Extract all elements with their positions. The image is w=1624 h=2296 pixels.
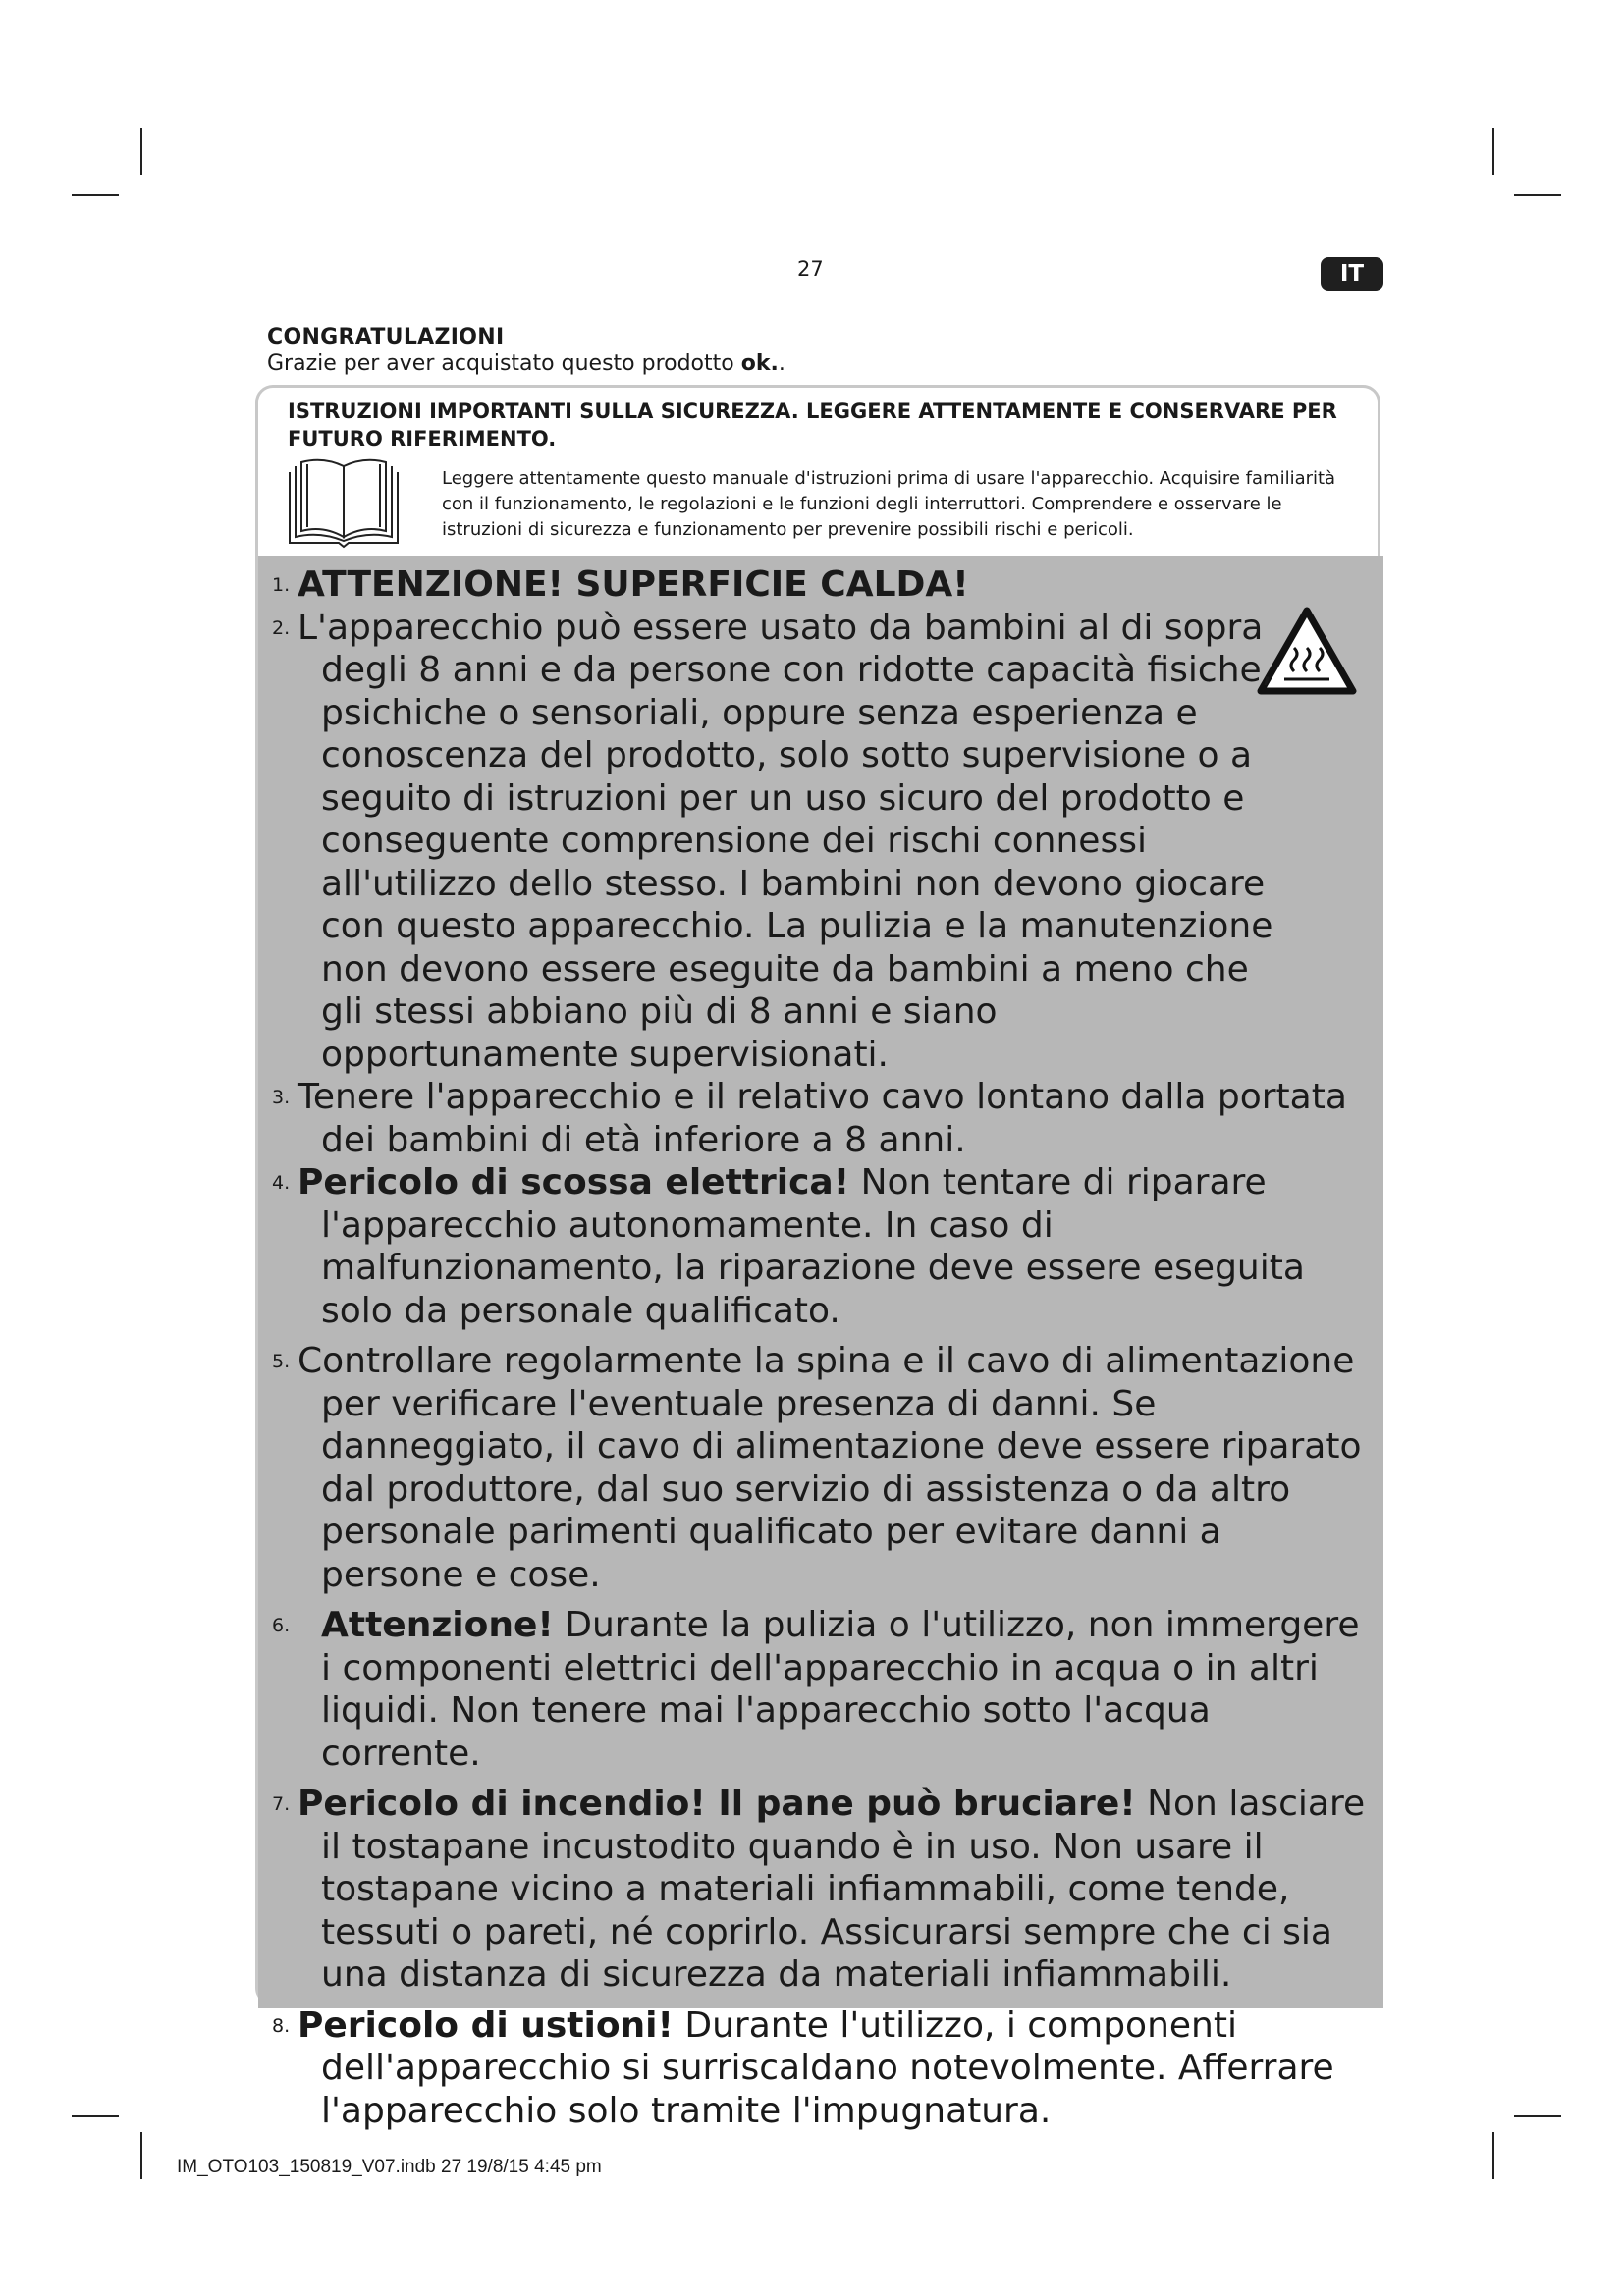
list-item xyxy=(264,563,1374,607)
congrats-text xyxy=(267,351,785,376)
warnings-panel xyxy=(258,556,1383,2131)
crop-mark xyxy=(140,128,142,175)
crop-mark xyxy=(72,2115,119,2117)
item-number: 1. xyxy=(272,574,291,596)
item-bold-text: ATTENZIONE! SUPERFICIE CALDA! xyxy=(298,564,969,605)
item-number: 8. xyxy=(272,2014,291,2037)
list-item xyxy=(264,1076,1374,1161)
open-book-icon xyxy=(286,458,402,549)
crop-mark xyxy=(1514,2115,1561,2117)
congrats-text-prefix: Grazie per aver acquistato questo prodotto xyxy=(267,351,741,376)
item-text: Non tentare di riparare l'apparecchio autonomamente. In caso di malfunzionamento, la riparazione deve essere eseguita solo da personale qualificato. xyxy=(321,1162,1305,1331)
item-number: 3. xyxy=(272,1087,291,1108)
item-bold-text: Pericolo di ustioni! xyxy=(298,2004,674,2046)
safety-intro: Leggere attentamente questo manuale d'istruzioni prima di usare l'apparecchio. Acquisire familiarità con il funzionamento, le regolazioni e le funzioni degli interruttori. Comprendere e osservare le istruzioni di sicurezza e funzionamento per prevenire possibili rischi e pericoli. xyxy=(442,468,1336,540)
list-item xyxy=(264,1783,1374,1997)
item-text: Non lasciare il tostapane incustodito quando è in uso. Non usare il tostapane vicino a materiali infiammabili, come tende, tessuti o pareti, né coprirlo. Assicurarsi sempre che ci sia una distanza di sicurezza da materiali infiammabili. xyxy=(321,1784,1366,1995)
congrats-text-suffix: . xyxy=(778,351,785,376)
item-bold-text: Pericolo di incendio! Il pane può bruciare! xyxy=(298,1784,1136,1824)
crop-mark xyxy=(1514,194,1561,196)
list-item xyxy=(264,1340,1374,1596)
list-item xyxy=(264,1161,1374,1332)
item-text: Durante l'utilizzo, i componenti dell'apparecchio si surriscaldano notevolmente. Afferrare l'apparecchio solo tramite l'impugnatura. xyxy=(321,2004,1334,2131)
item-number: 5. xyxy=(272,1351,291,1372)
safety-title: ISTRUZIONI IMPORTANTI SULLA SICUREZZA. LEGGERE ATTENTAMENTE E CONSERVARE PER FUTURO RIFERIMENTO. xyxy=(288,400,1337,451)
item-text: Tenere l'apparecchio e il relativo cavo lontano dalla portata dei bambini di età inferiore a 8 anni. xyxy=(298,1077,1347,1160)
item-number: 2. xyxy=(272,616,291,639)
item-bold-text: Pericolo di scossa elettrica! xyxy=(298,1162,850,1202)
list-item xyxy=(264,1604,1374,1775)
warnings-list xyxy=(264,563,1374,2132)
item-number: 4. xyxy=(272,1172,291,1194)
crop-mark xyxy=(140,2132,142,2179)
list-item xyxy=(264,607,1374,1077)
crop-mark xyxy=(72,194,119,196)
item-text: Durante la pulizia o l'utilizzo, non immergere i componenti elettrici dell'apparecchio in acqua o in altri liquidi. Non tenere mai l'apparecchio sotto l'acqua corrente. xyxy=(321,1605,1360,1774)
print-footer: IM_OTO103_150819_V07.indb 27 19/8/15 4:45 pm xyxy=(177,2157,602,2177)
crop-mark xyxy=(1492,128,1494,175)
item-number: 6. xyxy=(272,1615,291,1636)
congrats-title: CONGRATULAZIONI xyxy=(267,325,505,349)
crop-mark xyxy=(1492,2132,1494,2179)
item-text: Controllare regolarmente la spina e il cavo di alimentazione per verificare l'eventuale presenza di danni. Se danneggiato, il cavo di alimentazione deve essere riparato dal produttore, dal suo servizio di assistenza o da altro personale parimenti qualificato per evitare danni a persone e cose. xyxy=(298,1341,1362,1595)
brand-name: ok. xyxy=(740,351,779,376)
page-number: 27 xyxy=(797,257,824,281)
language-badge: IT xyxy=(1321,257,1383,291)
item-text: L'apparecchio può essere usato da bambini al di sopra degli 8 anni e da persone con ridotte capacità fisiche, psichiche o sensoriali, oppure senza esperienza e conoscenza del prodotto, solo sotto supervisione o a seguito di istruzioni per un uso sicuro del prodotto e conseguente comprensione dei rischi connessi all'utilizzo dello stesso. I bambini non devono giocare con questo apparecchio. La pulizia e la manutenzione non devono essere eseguite da bambini a meno che gli stessi abbiano più di 8 anni e siano opportunamente supervisionati. xyxy=(298,607,1273,1075)
item-bold-text: Attenzione! xyxy=(321,1605,554,1645)
list-item xyxy=(264,2004,1374,2133)
safety-box xyxy=(255,385,1380,2131)
item-number: 7. xyxy=(272,1793,291,1815)
